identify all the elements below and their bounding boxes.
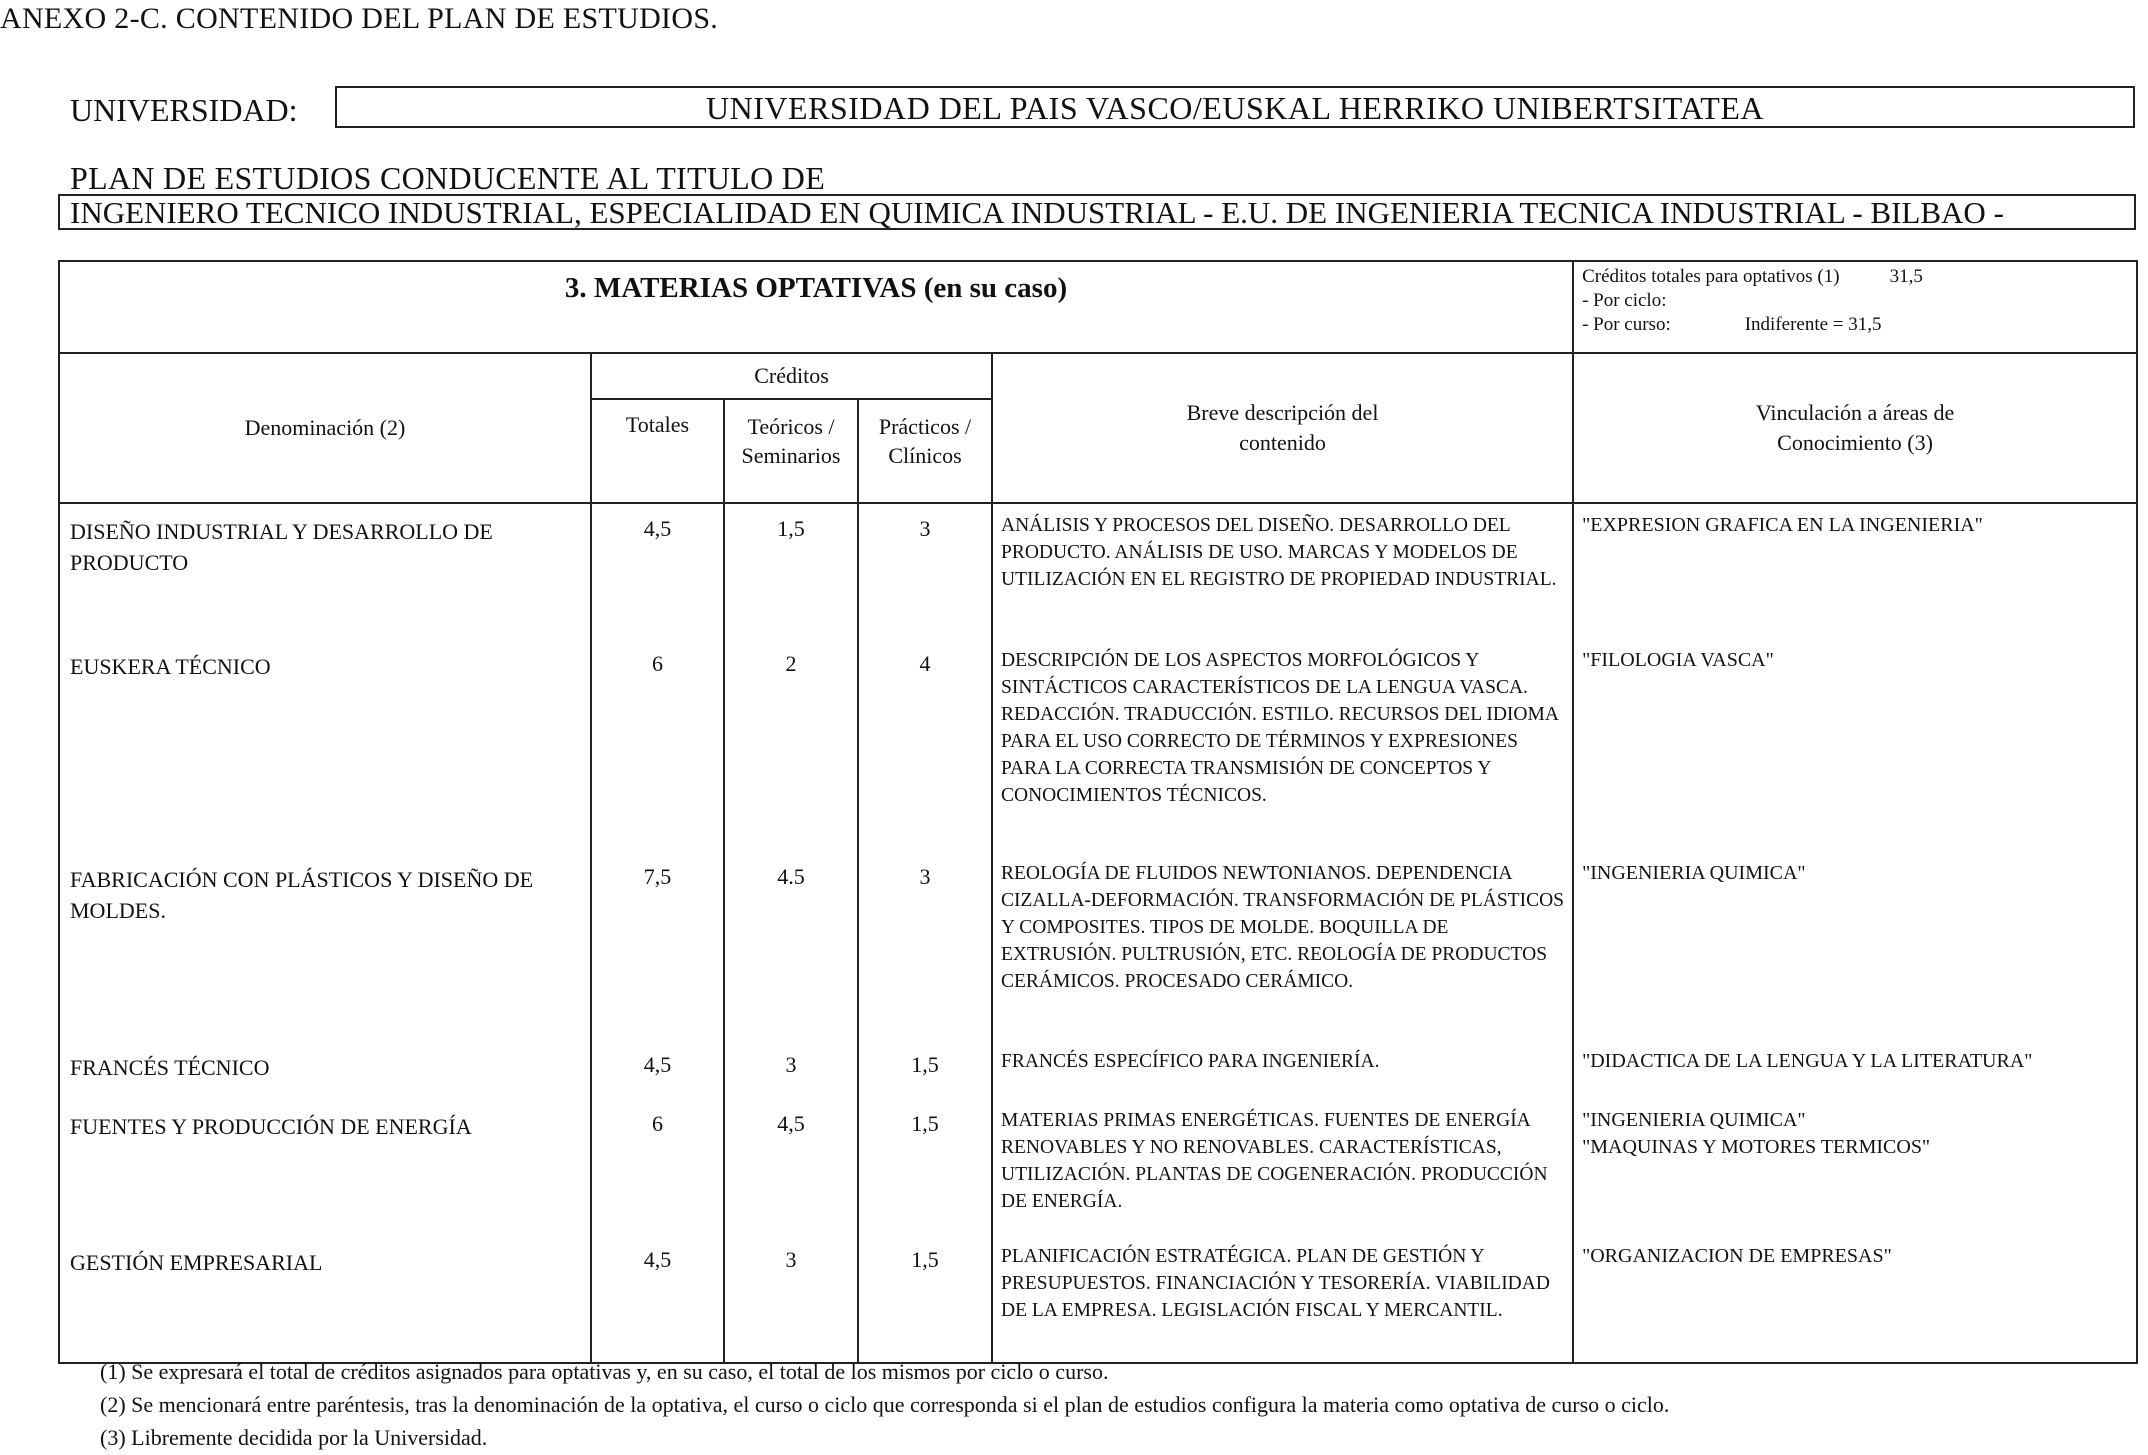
subject-name: FABRICACIÓN CON PLÁSTICOS Y DISEÑO DE MOLDES.	[59, 852, 591, 1040]
footnotes	[100, 1355, 1669, 1454]
totals-label: Créditos totales para optativos (1)	[1582, 266, 1840, 287]
credits-teoricos: 4.5	[724, 852, 858, 1040]
table-row	[59, 639, 2137, 852]
knowledge-area: "EXPRESION GRAFICA EN LA INGENIERIA"	[1573, 503, 2137, 639]
table-row	[59, 1235, 2137, 1363]
subject-name: EUSKERA TÉCNICO	[59, 639, 591, 852]
header-descripcion-line1: Breve descripción del	[1186, 400, 1379, 425]
header-vinculacion-line2: Conocimiento (3)	[1777, 430, 1933, 455]
subject-name: FRANCÉS TÉCNICO	[59, 1040, 591, 1099]
header-teoricos-line2: Seminarios	[741, 443, 841, 468]
credits-totales: 6	[591, 639, 724, 852]
subject-description: REOLOGÍA DE FLUIDOS NEWTONIANOS. DEPENDENCIA CIZALLA-DEFORMACIÓN. TRANSFORMACIÓN DE PLÁSTICOS Y COMPOSITES. TIPOS DE MOLDE. BOQUILLA DE EXTRUSIÓN. PULTRUSIÓN, ETC. REOLOGÍA DE PRODUCTOS CERÁMICOS. PROCESADO CERÁMICO.	[992, 852, 1573, 1040]
header-descripcion-line2: contenido	[1239, 430, 1326, 455]
per-course-label: - Por curso:	[1582, 314, 1671, 335]
table-row	[59, 503, 2137, 639]
credits-totals-box	[1573, 261, 2137, 353]
header-vinculacion	[1573, 353, 2137, 503]
header-creditos: Créditos	[591, 353, 992, 399]
credits-teoricos: 1,5	[724, 503, 858, 639]
table-row	[59, 1099, 2137, 1235]
credits-practicos: 1,5	[858, 1235, 992, 1363]
credits-practicos: 1,5	[858, 1099, 992, 1235]
university-name-box: UNIVERSIDAD DEL PAIS VASCO/EUSKAL HERRIKO UNIBERTSITATEA	[335, 86, 2135, 128]
optional-subjects-table	[58, 260, 2138, 1364]
subject-description: ANÁLISIS Y PROCESOS DEL DISEÑO. DESARROLLO DEL PRODUCTO. ANÁLISIS DE USO. MARCAS Y MODELOS DE UTILIZACIÓN EN EL REGISTRO DE PROPIEDAD INDUSTRIAL.	[992, 503, 1573, 639]
header-denominacion: Denominación (2)	[59, 353, 591, 503]
header-practicos	[858, 399, 992, 503]
credits-totales: 4,5	[591, 503, 724, 639]
header-teoricos-line1: Teóricos /	[747, 414, 835, 439]
knowledge-area	[1573, 1099, 2137, 1235]
credits-teoricos: 2	[724, 639, 858, 852]
knowledge-area-line2: "MAQUINAS Y MOTORES TERMICOS"	[1582, 1136, 1931, 1158]
annex-title: ANEXO 2-C. CONTENIDO DEL PLAN DE ESTUDIOS.	[0, 2, 719, 35]
knowledge-area: "ORGANIZACION DE EMPRESAS"	[1573, 1235, 2137, 1363]
subject-description: DESCRIPCIÓN DE LOS ASPECTOS MORFOLÓGICOS Y SINTÁCTICOS CARACTERÍSTICOS DE LA LENGUA VASCA. REDACCIÓN. TRADUCCIÓN. ESTILO. RECURSOS DEL IDIOMA PARA EL USO CORRECTO DE TÉRMINOS Y EXPRESIONES PARA LA CORRECTA TRANSMISIÓN DE CONCEPTOS Y CONOCIMIENTOS TÉCNICOS.	[992, 639, 1573, 852]
knowledge-area-line1: "INGENIERIA QUIMICA"	[1582, 1109, 1806, 1131]
plan-title-box: INGENIERO TECNICO INDUSTRIAL, ESPECIALIDAD EN QUIMICA INDUSTRIAL - E.U. DE INGENIERIA TECNICA INDUSTRIAL - BILBAO -	[58, 194, 2136, 230]
footnote-3: (3) Libremente decidida por la Universidad.	[100, 1425, 488, 1450]
credits-teoricos: 3	[724, 1235, 858, 1363]
footnote-1: (1) Se expresará el total de créditos asignados para optativas y, en su caso, el total de los mismos por ciclo o curso.	[100, 1359, 1109, 1384]
header-vinculacion-line1: Vinculación a áreas de	[1755, 400, 1955, 425]
credits-teoricos: 3	[724, 1040, 858, 1099]
credits-practicos: 4	[858, 639, 992, 852]
credits-practicos: 1,5	[858, 1040, 992, 1099]
header-practicos-line1: Prácticos /	[878, 414, 972, 439]
plan-label: PLAN DE ESTUDIOS CONDUCENTE AL TITULO DE	[70, 160, 826, 196]
credits-totales: 4,5	[591, 1040, 724, 1099]
subject-description: MATERIAS PRIMAS ENERGÉTICAS. FUENTES DE ENERGÍA RENOVABLES Y NO RENOVABLES. CARACTERÍSTICAS, UTILIZACIÓN. PLANTAS DE COGENERACIÓN. PRODUCCIÓN DE ENERGÍA.	[992, 1099, 1573, 1235]
credits-practicos: 3	[858, 852, 992, 1040]
section-title: 3. MATERIAS OPTATIVAS (en su caso)	[59, 261, 1573, 353]
university-label: UNIVERSIDAD:	[70, 92, 298, 128]
per-course-value: Indiferente = 31,5	[1744, 314, 1882, 335]
knowledge-area: "INGENIERIA QUIMICA"	[1573, 852, 2137, 1040]
header-descripcion	[992, 353, 1573, 503]
credits-teoricos: 4,5	[724, 1099, 858, 1235]
totals-value: 31,5	[1889, 266, 1923, 287]
credits-practicos: 3	[858, 503, 992, 639]
subject-name: GESTIÓN EMPRESARIAL	[59, 1235, 591, 1363]
subject-name: DISEÑO INDUSTRIAL Y DESARROLLO DE PRODUCTO	[59, 503, 591, 639]
credits-totales: 7,5	[591, 852, 724, 1040]
footnote-2: (2) Se mencionará entre paréntesis, tras la denominación de la optativa, el curso o ciclo que corresponda si el plan de estudios configura la materia como optativa de curso o ciclo.	[100, 1392, 1670, 1417]
subject-description: PLANIFICACIÓN ESTRATÉGICA. PLAN DE GESTIÓN Y PRESUPUESTOS. FINANCIACIÓN Y TESORERÍA. VIABILIDAD DE LA EMPRESA. LEGISLACIÓN FISCAL Y MERCANTIL.	[992, 1235, 1573, 1363]
per-cycle-label: - Por ciclo:	[1582, 290, 1667, 311]
table-row	[59, 852, 2137, 1040]
knowledge-area: "FILOLOGIA VASCA"	[1573, 639, 2137, 852]
credits-totales: 4,5	[591, 1235, 724, 1363]
header-practicos-line2: Clínicos	[888, 443, 962, 468]
subject-description: FRANCÉS ESPECÍFICO PARA INGENIERÍA.	[992, 1040, 1573, 1099]
table-row	[59, 1040, 2137, 1099]
header-totales: Totales	[591, 399, 724, 503]
header-teoricos	[724, 399, 858, 503]
credits-totales: 6	[591, 1099, 724, 1235]
subject-name: FUENTES Y PRODUCCIÓN DE ENERGÍA	[59, 1099, 591, 1235]
knowledge-area: "DIDACTICA DE LA LENGUA Y LA LITERATURA"	[1573, 1040, 2137, 1099]
